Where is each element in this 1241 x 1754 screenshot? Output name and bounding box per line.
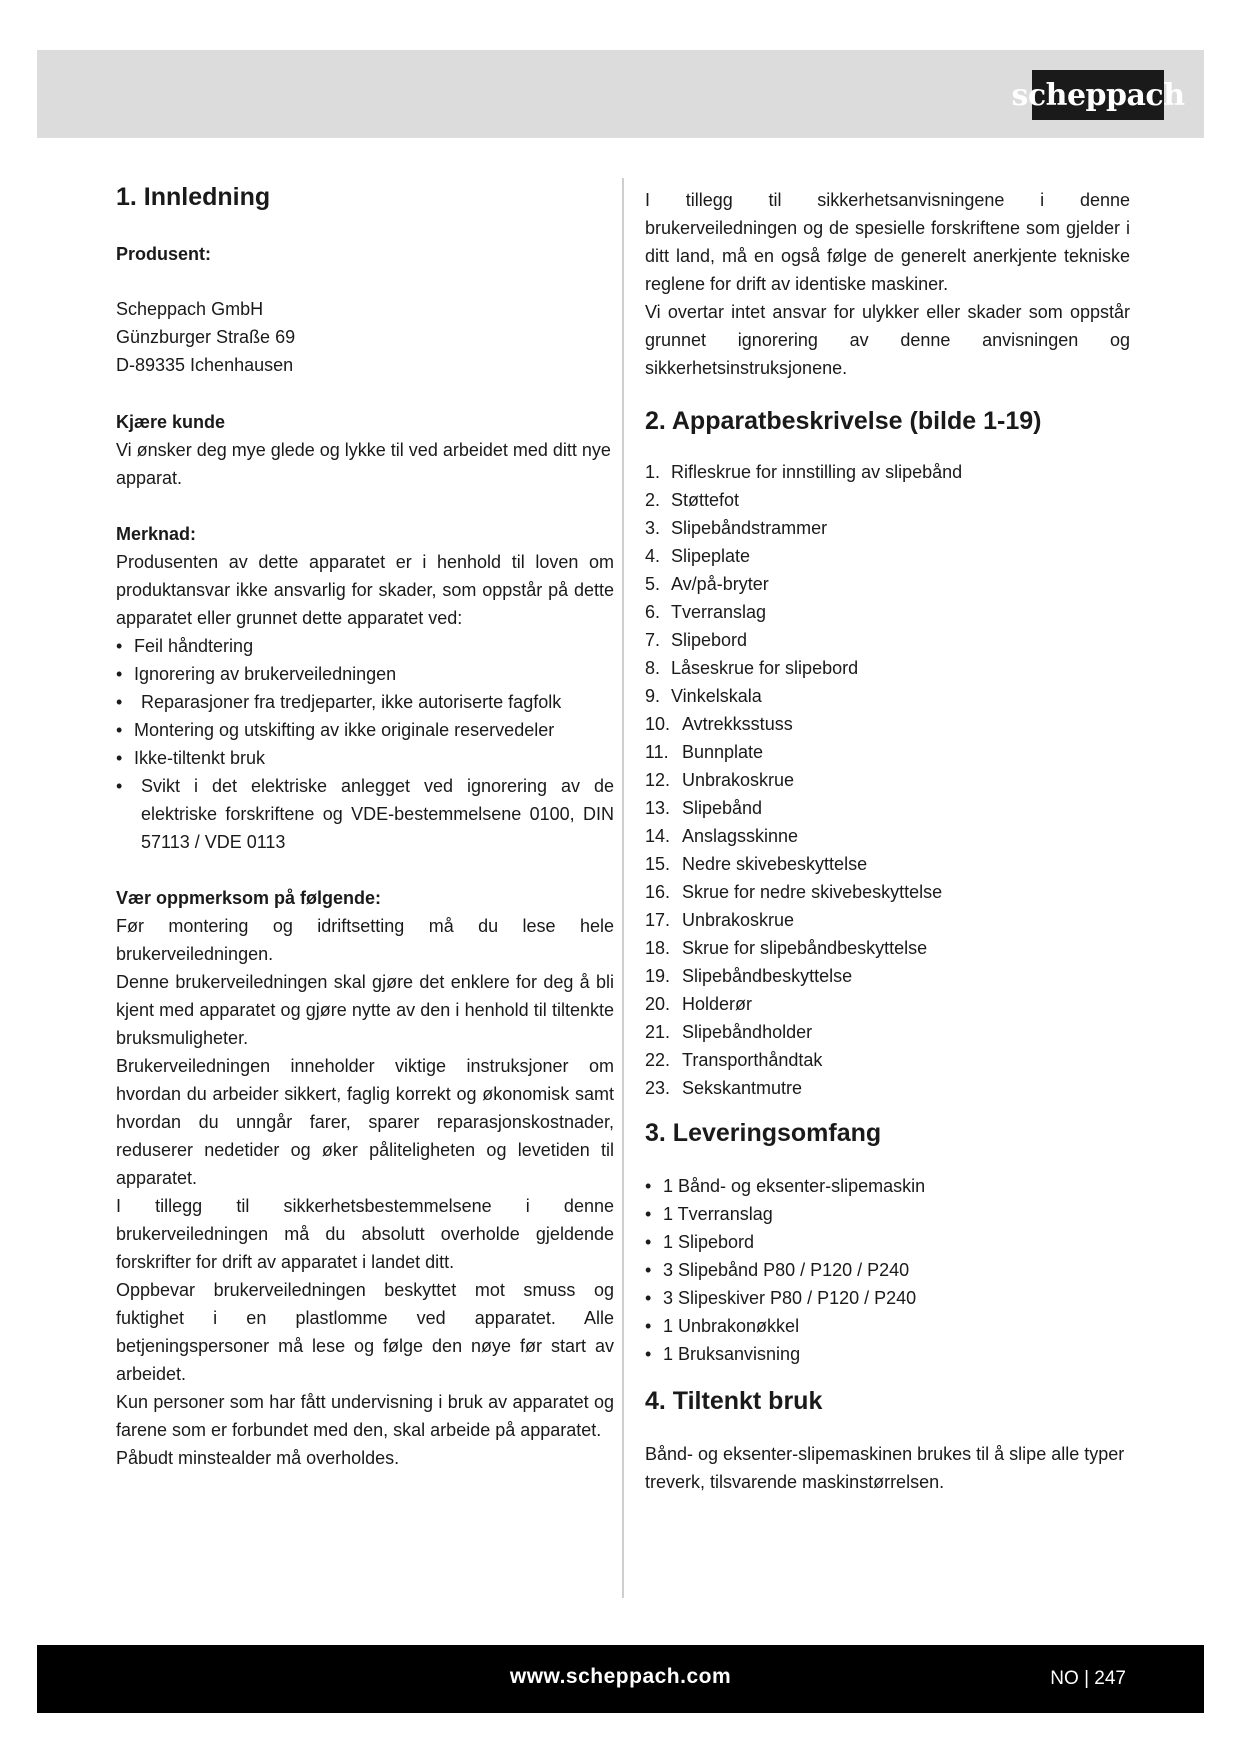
list-item: • 1 Bånd- og eksenter-slipemaskin [645, 1172, 1130, 1200]
section-heading-use: 4. Tiltenkt bruk [645, 1387, 823, 1415]
left-column [116, 180, 614, 1472]
list-item: 16. Skrue for nedre skivebeskyttelse [645, 882, 943, 902]
list-item: 13. Slipebånd [645, 798, 763, 818]
attention-paragraph: Denne brukerveiledningen skal gjøre det enklere for deg å bli kjent med apparatet og gjøre nytte av den i henhold til tiltenkte bruksmuligheter. [116, 972, 614, 1048]
column-divider [622, 178, 624, 1598]
dear-customer-text: Vi ønsker deg mye glede og lykke til ved arbeidet med ditt nye apparat. [116, 440, 611, 488]
list-item: • Montering og utskifting av ikke originale reservedeler [116, 716, 614, 744]
attention-paragraph: Påbudt minstealder må overholdes. [116, 1448, 400, 1468]
list-item: 6. Tverranslag [645, 602, 767, 622]
list-item: 22. Transporthåndtak [645, 1050, 823, 1070]
scheppach-logo [1011, 70, 1185, 120]
list-item: • Ikke-tiltenkt bruk [116, 744, 614, 772]
attention-paragraph: Kun personer som har fått undervisning i bruk av apparatet og farene som er forbundet med den, skal arbeide på apparatet. [116, 1392, 614, 1440]
intro-paragraph: I tillegg til sikkerhetsanvisningene i denne brukerveiledningen og de spesielle forskriftene som gjelder i ditt land, må en også følge de generelt anerkjente tekniske reglene for drift av identiske maskiner. [645, 190, 1130, 294]
list-item: • Feil håndtering [116, 632, 614, 660]
list-item: 12. Unbrakoskrue [645, 770, 795, 790]
footer-bar [37, 1645, 1204, 1713]
attention-paragraph: Brukerveiledningen inneholder viktige instruksjoner om hvordan du arbeider sikkert, faglig korrekt og økonomisk samt hvordan du unngår farer, sparer reparasjonskostnader, reduserer nedetider og øker påliteligheten og levetiden til apparatet. [116, 1056, 614, 1188]
address-line: Scheppach GmbH [116, 299, 264, 319]
right-column [645, 180, 1130, 1496]
section-heading-intro: 1. Innledning [116, 183, 271, 211]
note-bullet-list [116, 632, 614, 856]
list-item: 15. Nedre skivebeskyttelse [645, 854, 868, 874]
list-item: 19. Slipebåndbeskyttelse [645, 966, 853, 986]
list-item: 2. Støttefot [645, 490, 740, 510]
attention-paragraph: I tillegg til sikkerhetsbestemmelsene i denne brukerveiledningen må du absolutt overholde gjeldende forskrifter for drift av apparatet i landet ditt. [116, 1196, 614, 1272]
list-item: 20. Holderør [645, 994, 753, 1014]
list-item: 21. Slipebåndholder [645, 1022, 813, 1042]
list-item: 3. Slipebåndstrammer [645, 518, 828, 538]
list-item: 4. Slipeplate [645, 546, 751, 566]
delivery-list [645, 1172, 1130, 1368]
list-item: • 3 Slipeskiver P80 / P120 / P240 [645, 1284, 1130, 1312]
list-item: • Ignorering av brukerveiledningen [116, 660, 614, 688]
list-item: 17. Unbrakoskrue [645, 910, 795, 930]
list-item: 10. Avtrekksstuss [645, 714, 793, 734]
list-item: • Svikt i det elektriske anlegget ved ignorering av de elektriske forskriftene og VDE-bestemmelsene 0100, DIN 57113 / VDE 0113 [116, 772, 614, 856]
address-line: D-89335 Ichenhausen [116, 355, 294, 375]
intended-use-text: Bånd- og eksenter-slipemaskinen brukes til å slipe alle typer treverk, tilsvarende maskinstørrelsen. [645, 1444, 1125, 1492]
list-item: 11. Bunnplate [645, 742, 764, 762]
list-item: 5. Av/på-bryter [645, 574, 769, 594]
logo-text: scheppach [1011, 77, 1185, 113]
device-parts-list [645, 458, 1130, 1102]
list-item: 8. Låseskrue for slipebord [645, 658, 859, 678]
list-item: • 1 Bruksanvisning [645, 1340, 1130, 1368]
attention-heading: Vær oppmerksom på følgende: [116, 888, 382, 908]
list-item: 18. Skrue for slipebåndbeskyttelse [645, 938, 928, 958]
section-heading-device: 2. Apparatbeskrivelse (bilde 1-19) [645, 407, 1042, 435]
attention-paragraph: Oppbevar brukerveiledningen beskyttet mot smuss og fuktighet i en plastlomme ved apparatet. Alle betjeningspersoner må lese og følge den nøye før start av arbeidet. [116, 1280, 614, 1384]
list-item: • 1 Tverranslag [645, 1200, 1130, 1228]
list-item: 9. Vinkelskala [645, 686, 762, 706]
footer-website-link[interactable]: www.scheppach.com [509, 1665, 732, 1688]
attention-paragraph: Før montering og idriftsetting må du lese hele brukerveiledningen. [116, 916, 614, 964]
header-band [37, 50, 1204, 138]
list-item: 1. Rifleskrue for innstilling av slipebånd [645, 462, 963, 482]
list-item: • 3 Slipebånd P80 / P120 / P240 [645, 1256, 1130, 1284]
list-item: 14. Anslagsskinne [645, 826, 799, 846]
manufacturer-label: Produsent: [116, 244, 212, 264]
section-heading-delivery: 3. Leveringsomfang [645, 1119, 882, 1147]
page-number: NO | 247 [1050, 1668, 1126, 1689]
list-item: • 1 Unbrakonøkkel [645, 1312, 1130, 1340]
list-item: 23. Sekskantmutre [645, 1078, 803, 1098]
list-item: • Reparasjoner fra tredjeparter, ikke autoriserte fagfolk [116, 688, 614, 716]
address-line: Günzburger Straße 69 [116, 327, 296, 347]
note-heading: Merknad: [116, 524, 197, 544]
list-item: • 1 Slipebord [645, 1228, 1130, 1256]
intro-paragraph: Vi overtar intet ansvar for ulykker eller skader som oppstår grunnet ignorering av denne anvisningen og sikkerhetsinstruksjonene. [645, 302, 1130, 378]
note-text: Produsenten av dette apparatet er i henhold til loven om produktansvar ikke ansvarlig for skader, som oppstår på dette apparatet eller grunnet dette apparatet ved: [116, 552, 614, 628]
dear-customer-heading: Kjære kunde [116, 412, 226, 432]
list-item: 7. Slipebord [645, 630, 748, 650]
